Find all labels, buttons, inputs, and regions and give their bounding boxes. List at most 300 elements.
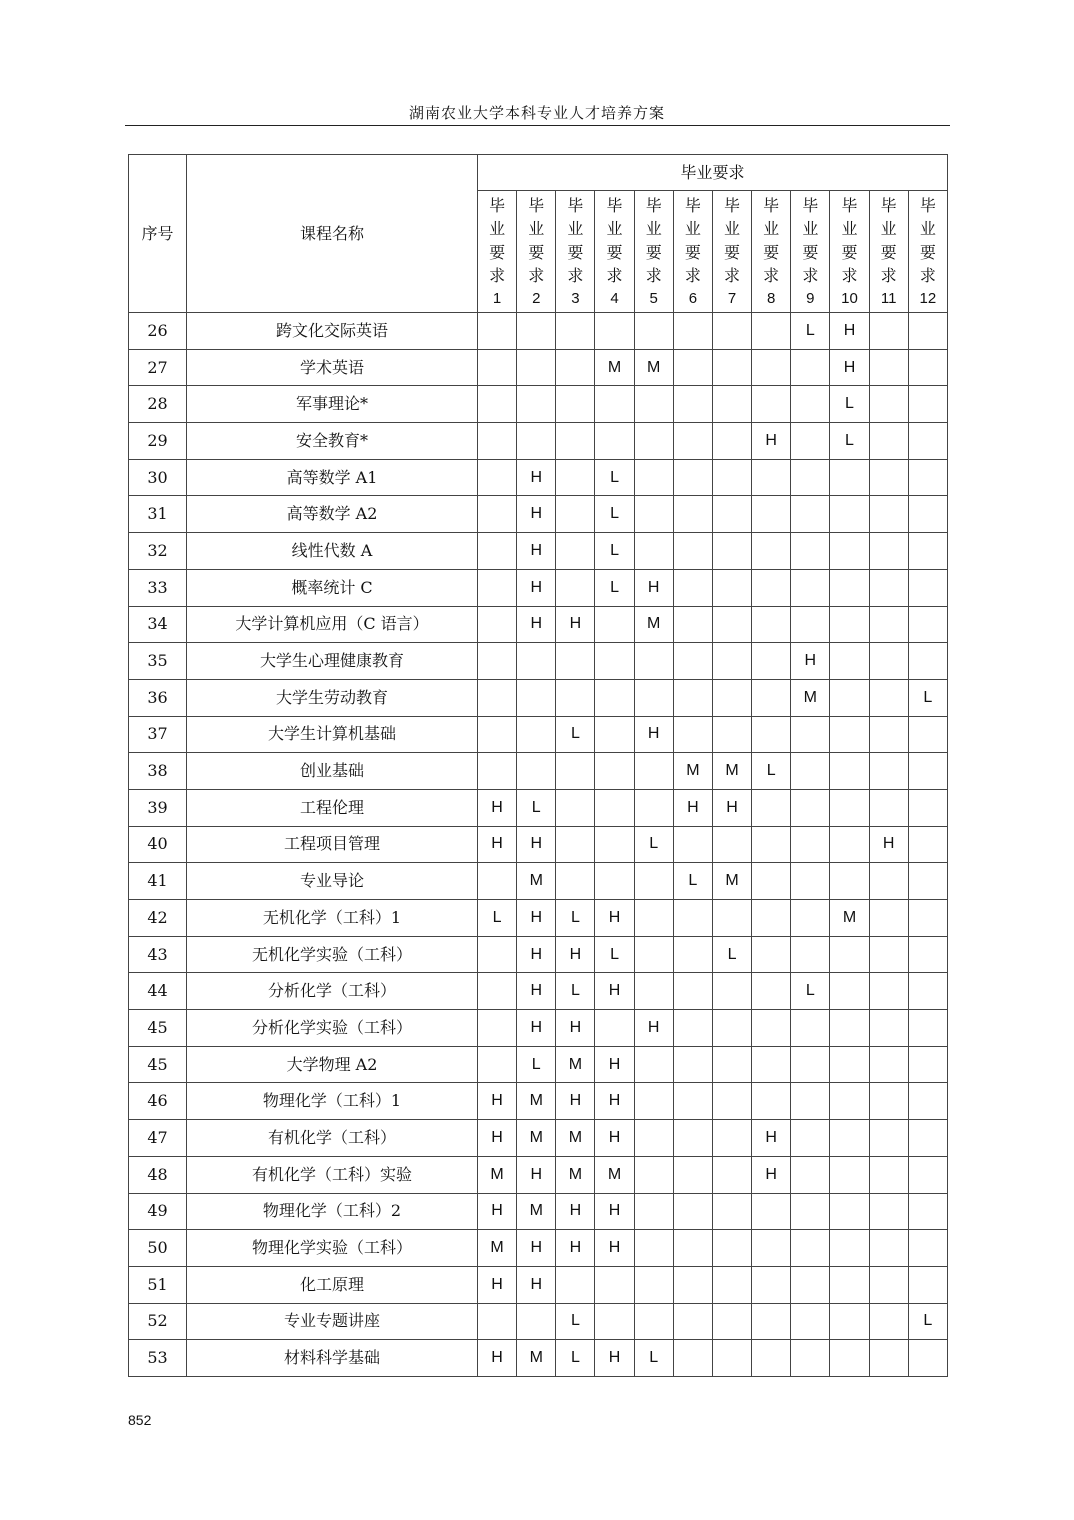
support-level-cell — [752, 533, 791, 570]
support-level-cell — [908, 826, 947, 863]
support-level-cell — [830, 826, 869, 863]
requirement-header-text: 毕业要求 — [606, 195, 623, 285]
support-level-cell — [869, 973, 908, 1010]
course-name-cell: 学术英语 — [187, 349, 478, 386]
support-level-cell: H — [752, 423, 791, 460]
support-level-cell — [869, 789, 908, 826]
support-level-cell: H — [556, 1230, 595, 1267]
support-level-cell: H — [478, 826, 517, 863]
column-header-requirement — [673, 191, 712, 313]
course-name-cell: 工程项目管理 — [187, 826, 478, 863]
support-level-cell — [595, 1010, 634, 1047]
course-name-cell: 分析化学实验（工科） — [187, 1010, 478, 1047]
support-level-cell — [478, 1303, 517, 1340]
course-name-cell: 大学生计算机基础 — [187, 716, 478, 753]
support-level-cell: H — [517, 973, 556, 1010]
support-level-cell — [595, 1303, 634, 1340]
support-level-cell — [712, 1340, 751, 1377]
support-level-cell — [478, 459, 517, 496]
requirement-header-number: 7 — [727, 289, 737, 307]
support-level-cell: H — [517, 459, 556, 496]
support-level-cell: L — [791, 313, 830, 350]
table-row — [129, 1156, 948, 1193]
row-index-cell: 43 — [129, 936, 187, 973]
column-header-requirement — [908, 191, 947, 313]
support-level-cell — [673, 1340, 712, 1377]
support-level-cell — [478, 1046, 517, 1083]
support-level-cell — [478, 606, 517, 643]
row-index-cell: 49 — [129, 1193, 187, 1230]
support-level-cell — [595, 643, 634, 680]
requirement-header-text: 毕业要求 — [489, 195, 506, 285]
support-level-cell — [478, 349, 517, 386]
support-level-cell — [752, 349, 791, 386]
support-level-cell — [634, 459, 673, 496]
support-level-cell — [791, 1266, 830, 1303]
support-level-cell — [908, 1193, 947, 1230]
support-level-cell — [712, 496, 751, 533]
support-level-cell — [712, 679, 751, 716]
support-level-cell — [712, 386, 751, 423]
support-level-cell — [791, 1156, 830, 1193]
row-index-cell: 51 — [129, 1266, 187, 1303]
support-level-cell — [673, 643, 712, 680]
support-level-cell: H — [517, 1156, 556, 1193]
support-level-cell — [478, 569, 517, 606]
support-level-cell — [830, 1083, 869, 1120]
support-level-cell — [634, 1230, 673, 1267]
column-header-requirement — [556, 191, 595, 313]
support-level-cell: H — [556, 936, 595, 973]
table-row — [129, 313, 948, 350]
support-level-cell — [556, 826, 595, 863]
support-level-cell — [712, 1193, 751, 1230]
support-level-cell — [517, 1303, 556, 1340]
support-level-cell — [595, 423, 634, 460]
support-level-cell — [556, 789, 595, 826]
support-level-cell: L — [595, 533, 634, 570]
support-level-cell: H — [517, 936, 556, 973]
support-level-cell — [634, 1083, 673, 1120]
row-index-cell: 50 — [129, 1230, 187, 1267]
support-level-cell: M — [517, 863, 556, 900]
support-level-cell — [830, 679, 869, 716]
support-level-cell — [673, 313, 712, 350]
support-level-cell — [791, 423, 830, 460]
support-level-cell — [752, 863, 791, 900]
table-row — [129, 569, 948, 606]
support-level-cell — [595, 679, 634, 716]
support-level-cell — [752, 1340, 791, 1377]
support-level-cell: H — [478, 1083, 517, 1120]
support-level-cell — [869, 533, 908, 570]
support-level-cell — [673, 1156, 712, 1193]
support-level-cell — [752, 1010, 791, 1047]
requirement-header-number: 2 — [532, 289, 541, 307]
support-level-cell — [908, 1120, 947, 1157]
support-level-cell — [791, 606, 830, 643]
course-name-cell: 工程伦理 — [187, 789, 478, 826]
support-level-cell — [673, 1266, 712, 1303]
support-level-cell — [869, 1266, 908, 1303]
support-level-cell: M — [517, 1340, 556, 1377]
row-index-cell: 46 — [129, 1083, 187, 1120]
support-level-cell — [791, 349, 830, 386]
support-level-cell — [752, 789, 791, 826]
support-level-cell — [791, 1046, 830, 1083]
support-level-cell — [595, 789, 634, 826]
requirement-header-text: 毕业要求 — [724, 195, 741, 285]
column-header-requirement — [752, 191, 791, 313]
support-level-cell: M — [517, 1120, 556, 1157]
support-level-cell — [908, 496, 947, 533]
course-name-cell: 跨文化交际英语 — [187, 313, 478, 350]
support-level-cell: M — [595, 349, 634, 386]
support-level-cell — [830, 1230, 869, 1267]
row-index-cell: 31 — [129, 496, 187, 533]
table-row — [129, 1010, 948, 1047]
support-level-cell — [595, 386, 634, 423]
support-level-cell: H — [556, 1083, 595, 1120]
support-level-cell — [517, 423, 556, 460]
support-level-cell — [908, 716, 947, 753]
support-level-cell — [556, 753, 595, 790]
support-level-cell: H — [634, 1010, 673, 1047]
support-level-cell — [830, 973, 869, 1010]
support-level-cell — [673, 826, 712, 863]
course-name-cell: 线性代数 A — [187, 533, 478, 570]
support-level-cell: H — [478, 1340, 517, 1377]
table-row — [129, 1266, 948, 1303]
support-level-cell — [830, 936, 869, 973]
support-level-cell — [908, 533, 947, 570]
support-level-cell — [869, 1010, 908, 1047]
support-level-cell — [634, 1303, 673, 1340]
column-header-requirement — [712, 191, 751, 313]
support-level-cell — [752, 569, 791, 606]
row-index-cell: 30 — [129, 459, 187, 496]
support-level-cell — [634, 1120, 673, 1157]
support-level-cell — [517, 753, 556, 790]
support-level-cell — [556, 1266, 595, 1303]
table-row — [129, 863, 948, 900]
support-level-cell: H — [595, 1046, 634, 1083]
support-level-cell: H — [478, 1266, 517, 1303]
support-level-cell: H — [517, 826, 556, 863]
support-level-cell: H — [478, 789, 517, 826]
support-level-cell — [791, 789, 830, 826]
support-level-cell — [830, 1193, 869, 1230]
support-level-cell — [830, 1046, 869, 1083]
support-level-cell — [478, 753, 517, 790]
column-header-index: 序号 — [129, 155, 187, 313]
requirement-header-text: 毕业要求 — [802, 195, 819, 285]
support-level-cell — [869, 936, 908, 973]
row-index-cell: 29 — [129, 423, 187, 460]
support-level-cell — [869, 423, 908, 460]
requirement-header-text: 毕业要求 — [528, 195, 545, 285]
support-level-cell — [673, 1046, 712, 1083]
support-level-cell — [830, 1120, 869, 1157]
support-level-cell — [869, 606, 908, 643]
support-level-cell: L — [634, 1340, 673, 1377]
table-row — [129, 606, 948, 643]
support-level-cell — [791, 900, 830, 937]
row-index-cell: 41 — [129, 863, 187, 900]
support-level-cell — [595, 826, 634, 863]
support-level-cell — [478, 1010, 517, 1047]
support-level-cell — [673, 1303, 712, 1340]
support-level-cell — [712, 973, 751, 1010]
support-level-cell: M — [517, 1193, 556, 1230]
support-level-cell — [556, 386, 595, 423]
support-level-cell — [673, 423, 712, 460]
row-index-cell: 37 — [129, 716, 187, 753]
support-level-cell — [869, 386, 908, 423]
support-level-cell — [830, 863, 869, 900]
support-level-cell — [830, 1266, 869, 1303]
support-level-cell — [517, 349, 556, 386]
support-level-cell: H — [517, 569, 556, 606]
column-header-requirement — [517, 191, 556, 313]
support-level-cell — [869, 313, 908, 350]
support-level-cell — [478, 423, 517, 460]
row-index-cell: 27 — [129, 349, 187, 386]
support-level-cell — [752, 973, 791, 1010]
support-level-cell — [791, 936, 830, 973]
course-name-cell: 专业导论 — [187, 863, 478, 900]
support-level-cell — [869, 459, 908, 496]
support-level-cell — [830, 533, 869, 570]
support-level-cell — [556, 349, 595, 386]
support-level-cell — [791, 1340, 830, 1377]
requirement-header-text: 毕业要求 — [763, 195, 780, 285]
support-level-cell — [791, 716, 830, 753]
support-level-cell — [712, 900, 751, 937]
requirement-header-text: 毕业要求 — [567, 195, 584, 285]
table-row — [129, 1046, 948, 1083]
support-level-cell — [595, 313, 634, 350]
support-level-cell: L — [634, 826, 673, 863]
row-index-cell: 34 — [129, 606, 187, 643]
support-level-cell — [908, 900, 947, 937]
table-row — [129, 423, 948, 460]
support-level-cell: L — [791, 973, 830, 1010]
requirement-header-number: 6 — [688, 289, 698, 307]
row-index-cell: 35 — [129, 643, 187, 680]
page-header-title: 湖南农业大学本科专业人才培养方案 — [408, 104, 665, 122]
support-level-cell — [712, 1230, 751, 1267]
support-level-cell — [869, 349, 908, 386]
course-name-cell: 安全教育* — [187, 423, 478, 460]
support-level-cell — [752, 1046, 791, 1083]
support-level-cell: L — [712, 936, 751, 973]
support-level-cell — [712, 643, 751, 680]
support-level-cell — [517, 643, 556, 680]
support-level-cell — [478, 973, 517, 1010]
support-level-cell — [869, 679, 908, 716]
row-index-cell: 47 — [129, 1120, 187, 1157]
row-index-cell: 26 — [129, 313, 187, 350]
support-level-cell — [869, 569, 908, 606]
course-name-cell: 有机化学（工科） — [187, 1120, 478, 1157]
support-level-cell: L — [595, 459, 634, 496]
support-level-cell — [478, 643, 517, 680]
course-name-cell: 军事理论* — [187, 386, 478, 423]
support-level-cell — [673, 606, 712, 643]
row-index-cell: 32 — [129, 533, 187, 570]
support-level-cell — [712, 606, 751, 643]
support-level-cell — [556, 569, 595, 606]
support-level-cell: L — [517, 789, 556, 826]
support-level-cell: H — [634, 569, 673, 606]
support-level-cell: M — [556, 1156, 595, 1193]
support-level-cell — [869, 1303, 908, 1340]
support-level-cell — [673, 1193, 712, 1230]
support-level-cell — [595, 716, 634, 753]
support-level-cell — [791, 1083, 830, 1120]
table-row — [129, 1340, 948, 1377]
support-level-cell — [752, 386, 791, 423]
support-level-cell — [752, 716, 791, 753]
support-level-cell — [478, 863, 517, 900]
support-level-cell — [791, 753, 830, 790]
course-name-cell: 高等数学 A2 — [187, 496, 478, 533]
support-level-cell — [908, 973, 947, 1010]
support-level-cell — [712, 1120, 751, 1157]
support-level-cell: M — [478, 1156, 517, 1193]
requirement-header-number: 12 — [919, 289, 937, 307]
support-level-cell: H — [752, 1156, 791, 1193]
row-index-cell: 45 — [129, 1046, 187, 1083]
row-index-cell: 40 — [129, 826, 187, 863]
support-level-cell — [869, 1046, 908, 1083]
support-level-cell — [712, 1083, 751, 1120]
course-name-cell: 物理化学（工科）2 — [187, 1193, 478, 1230]
course-name-cell: 物理化学实验（工科） — [187, 1230, 478, 1267]
course-name-cell: 大学物理 A2 — [187, 1046, 478, 1083]
support-level-cell: H — [595, 1083, 634, 1120]
row-index-cell: 39 — [129, 789, 187, 826]
support-level-cell: H — [595, 1193, 634, 1230]
support-level-cell — [673, 386, 712, 423]
support-level-cell: H — [830, 349, 869, 386]
table-row — [129, 349, 948, 386]
support-level-cell: H — [830, 313, 869, 350]
support-level-cell — [752, 826, 791, 863]
table-row — [129, 1230, 948, 1267]
support-level-cell — [908, 1083, 947, 1120]
requirement-header-text: 毕业要求 — [919, 195, 936, 285]
support-level-cell — [830, 569, 869, 606]
support-level-cell — [556, 423, 595, 460]
support-level-cell — [869, 1083, 908, 1120]
support-level-cell — [712, 533, 751, 570]
support-level-cell — [673, 1120, 712, 1157]
table-row — [129, 789, 948, 826]
course-name-cell: 大学生劳动教育 — [187, 679, 478, 716]
support-level-cell: H — [517, 533, 556, 570]
support-level-cell: M — [478, 1230, 517, 1267]
support-level-cell — [791, 533, 830, 570]
support-level-cell: L — [556, 1303, 595, 1340]
support-level-cell — [752, 313, 791, 350]
support-level-cell — [556, 459, 595, 496]
support-level-cell: H — [517, 1230, 556, 1267]
support-level-cell: L — [556, 973, 595, 1010]
requirements-matrix-table — [128, 154, 948, 1377]
support-level-cell — [712, 349, 751, 386]
requirement-header-text: 毕业要求 — [645, 195, 662, 285]
support-level-cell — [673, 459, 712, 496]
support-level-cell — [478, 679, 517, 716]
support-level-cell — [712, 459, 751, 496]
support-level-cell — [869, 496, 908, 533]
support-level-cell — [712, 1046, 751, 1083]
support-level-cell — [634, 1046, 673, 1083]
row-index-cell: 52 — [129, 1303, 187, 1340]
table-row — [129, 1303, 948, 1340]
support-level-cell — [869, 1230, 908, 1267]
support-level-cell — [752, 496, 791, 533]
support-level-cell: H — [517, 496, 556, 533]
support-level-cell — [673, 936, 712, 973]
support-level-cell — [634, 753, 673, 790]
support-level-cell — [869, 1120, 908, 1157]
support-level-cell — [673, 533, 712, 570]
support-level-cell — [634, 423, 673, 460]
support-level-cell — [673, 716, 712, 753]
support-level-cell: L — [752, 753, 791, 790]
requirement-header-number: 5 — [649, 289, 658, 307]
course-name-cell: 有机化学（工科）实验 — [187, 1156, 478, 1193]
support-level-cell — [830, 643, 869, 680]
support-level-cell — [673, 569, 712, 606]
support-level-cell — [908, 643, 947, 680]
support-level-cell — [712, 716, 751, 753]
support-level-cell — [673, 1083, 712, 1120]
course-name-cell: 高等数学 A1 — [187, 459, 478, 496]
requirement-header-text: 毕业要求 — [841, 195, 858, 285]
support-level-cell: H — [478, 1120, 517, 1157]
support-level-cell — [752, 679, 791, 716]
column-header-requirement — [478, 191, 517, 313]
table-row — [129, 643, 948, 680]
support-level-cell — [634, 1156, 673, 1193]
table-row — [129, 826, 948, 863]
support-level-cell — [712, 423, 751, 460]
support-level-cell — [673, 496, 712, 533]
support-level-cell: L — [478, 900, 517, 937]
column-header-requirement — [634, 191, 673, 313]
support-level-cell — [712, 1266, 751, 1303]
support-level-cell — [908, 863, 947, 900]
support-level-cell — [556, 496, 595, 533]
support-level-cell: M — [712, 753, 751, 790]
support-level-cell — [908, 1046, 947, 1083]
support-level-cell — [517, 679, 556, 716]
row-index-cell: 28 — [129, 386, 187, 423]
course-name-cell: 大学计算机应用（C 语言） — [187, 606, 478, 643]
course-name-cell: 分析化学（工科） — [187, 973, 478, 1010]
support-level-cell: H — [595, 1120, 634, 1157]
support-level-cell — [908, 1340, 947, 1377]
support-level-cell — [712, 826, 751, 863]
support-level-cell — [869, 643, 908, 680]
row-index-cell: 48 — [129, 1156, 187, 1193]
column-header-requirement — [830, 191, 869, 313]
support-level-cell — [908, 313, 947, 350]
